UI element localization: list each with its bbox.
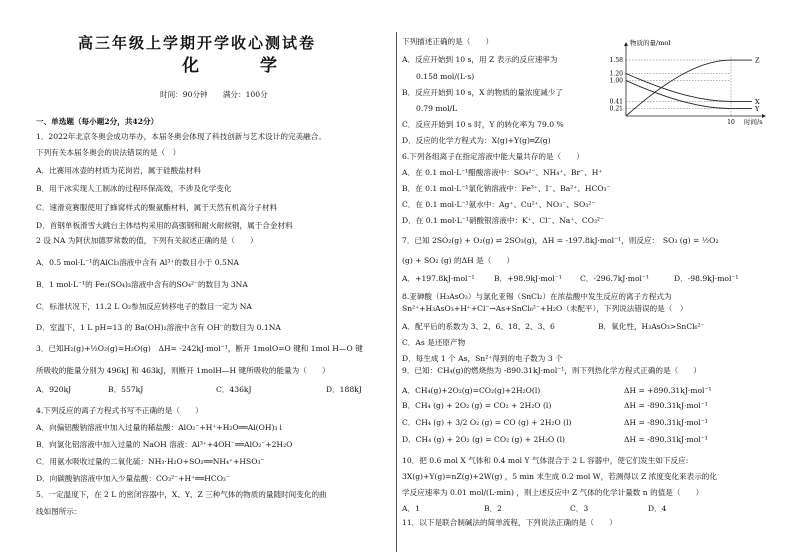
q3-option-a: A．920kJ	[36, 385, 72, 394]
q4-option-a: A．向偏铝酸钠溶液中加入过量的稀盐酸：AlO₂⁻+H⁺+H₂O══Al(OH)₃↓	[36, 423, 284, 432]
q4-option-d: D．向碳酸钠溶液中加入少量盐酸：CO₃²⁻+H⁺══HCO₃⁻	[36, 474, 230, 483]
q7-stem-line2: (g) + SO₂ (g) 的ΔH 是（ ）	[402, 256, 515, 265]
chart-x-ticks	[727, 119, 735, 126]
q6-stem: 6.下列各组离子在指定溶液中能大量共存的是（ ）	[402, 152, 584, 161]
q5-option-d: D．反应的化学方程式为：X(g)+Y(g)═Z(g)	[402, 136, 551, 145]
q1-option-a: A．比赛用冰壶的材质为花岗岩，属于硅酸盐材料	[36, 166, 201, 175]
q1-option-b: B．用干冰实现人工制冰的过程环保高效，不涉及化学变化	[36, 184, 232, 193]
q10-option-a: A．1	[402, 504, 420, 513]
chart-series-label: Z	[755, 56, 760, 65]
chart-series-x-line	[626, 73, 752, 101]
chart-ylabel: 物质的量/mol	[630, 39, 671, 47]
q9-option-d: D．CH₄ (g) + 2O₂ (g) = CO₂ (g) + 2H₂O (l)	[402, 435, 566, 444]
q4-stem: 4.下列反应的离子方程式书写不正确的是（ ）	[36, 406, 203, 415]
q2-option-c: C．标准状况下，11.2 L O₂参加反应转移电子的数目一定为 NA	[36, 302, 252, 311]
q2-stem: 2 设 NA 为阿伏加德罗常数的值，下列有关叙述正确的是（ ）	[36, 236, 258, 245]
q8-stem-line1: 8.亚砷酸（H₃AsO₃）与氯化亚锡（SnCl₂）在浓盐酸中发生反应的离子方程式为	[402, 292, 672, 301]
q7-option-c: C．-296.7kJ·mol⁻¹	[580, 274, 650, 283]
column-divider	[396, 32, 397, 552]
q9-stem: 9．已知：CH₄(g)的燃烧热为 -890.31kJ·mol⁻¹，则下列热化学方程式正确的是（ ）	[402, 366, 701, 375]
q1-stem-line1: 1．2022年北京冬奥会成功举办，本届冬奥会体现了科技创新与艺术设计的完美融合。	[36, 132, 326, 141]
q5-stem-line1: 5．一定温度下，在 2 L 的密闭容器中，X、Y、Z 三种气体的物质的量随时间变化的曲	[36, 490, 327, 499]
q9-option-d-dh: ΔH = -890.31kJ·mol⁻¹	[624, 435, 708, 444]
q8-stem-line2: Sn²⁺+H₃AsO₃+H⁺+Cl⁻→As+SnCl₆²⁻+H₂O（未配平），下列说法错误的是（ ）	[402, 304, 688, 313]
q8-option-c: C．As 是还原产物	[402, 338, 466, 347]
chart-y-tick-label: 1.20	[609, 70, 623, 78]
chart-guides	[626, 57, 731, 116]
subject-title: 化 学	[182, 56, 299, 76]
q10-option-b: B．2	[484, 504, 503, 513]
chart-y-tick-label: 1.58	[609, 57, 623, 65]
q7-option-d: D．-98.9kJ·mol⁻¹	[674, 274, 739, 283]
q11-stem: 11．以下是联合制碱法的简单流程，下列说法正确的是（ ）	[402, 518, 617, 527]
q3-stem-line2: 所吸收的能量分别为 496kJ 和 463kJ，则断开 1molH—H 键所吸收的能量为（ ）	[36, 366, 330, 375]
q7-option-b: B．+98.9kJ·mol⁻¹	[494, 274, 562, 283]
q3-option-b: B．557kJ	[108, 385, 144, 394]
chart-series-y-line	[626, 81, 752, 109]
exam-title: 高三年级上学期开学收心测试卷	[78, 34, 317, 52]
q1-option-d: D．首钢单板滑雪大跳台主体结构采用的高强钢和耐火耐候钢，属于合金材料	[36, 221, 293, 230]
q9-option-b: B．CH₄ (g) + 2O₂ (g) = CO₂ + 2H₂O (l)	[402, 401, 552, 410]
amount-vs-time-chart	[596, 36, 772, 128]
chart-xlabel: 时间/s	[744, 118, 763, 126]
q2-option-d: D．室温下，1 L pH=13 的 Ba(OH)₂溶液中含有 OH⁻的数目为 0.1NA	[36, 323, 281, 332]
q8-option-d: D．每生成 1 个 As，Sn²⁺得到的电子数为 3 个	[402, 354, 563, 363]
q8-option-b: B．氧化性，H₃AsO₃>SnCl₆²⁻	[598, 322, 705, 331]
chart-series-label: X	[755, 97, 760, 106]
q10-stem-line2: 3X(g)+Y(g)=nZ(g)+2W(g) ，5 min 末生成 0.2 mol W，若测得以 Z 浓度变化来表示的化	[402, 472, 717, 481]
chart-y-tick-label: 1.00	[609, 77, 623, 85]
q1-stem-line2: 下列有关本届冬奥会的说法错误的是（ ）	[36, 148, 181, 157]
q9-option-a-dh: ΔH = +890.31kJ·mol⁻¹	[624, 386, 712, 395]
q3-stem-line1: 3．已知H₂(g)+½O₂(g)=H₂O(g) ΔH= -242kJ·mol⁻¹，断开 1molO=O 键和 1mol H—O 键	[36, 344, 363, 353]
q3-option-d: D．188kJ	[326, 385, 362, 394]
q5-stem-line2: 线如图所示：	[36, 507, 82, 516]
q4-option-b: B．向氯化铝溶液中加入过量的 NaOH 溶液：Al³⁺+4OH⁻══AlO₂⁻+2H₂O	[36, 440, 293, 449]
q5-option-a-line1: A．反应开始到 10 s，用 Z 表示的反应速率为	[402, 55, 558, 64]
q6-option-c: C．在 0.1 mol·L⁻¹氨水中：Ag⁺、Cu²⁺、NO₃⁻、SO₃²⁻	[402, 200, 596, 209]
section-heading: 一、单选题（每小题2分，共42分）	[36, 117, 159, 126]
chart-y-ticks	[610, 57, 624, 113]
q5-option-b-line1: B．反应开始到 10 s，X 的物质的量浓度减少了	[402, 88, 563, 97]
q5-cont-stem: 下列描述正确的是（ ）	[402, 37, 494, 46]
q9-option-c: C．CH₄ (g) + 3/2 O₂ (g) = CO (g) + 2H₂O (l)	[402, 418, 572, 427]
chart-y-tick-label: 0.21	[609, 105, 623, 113]
q5-option-c: C．反应开始到 10 s 时，Y 的转化率为 79.0 %	[402, 120, 564, 129]
q7-option-a: A．+197.8kJ·mol⁻¹	[402, 274, 475, 283]
q10-option-c: C．3	[570, 504, 589, 513]
chart-x-tick-label: 10	[727, 119, 735, 126]
q7-stem-line1: 7．已知 2SO₂(g) + O₂(g) ⇌ 2SO₃(g)，ΔH = -197.8kJ·mol⁻¹，则反应： SO₃ (g) = ½O₂	[402, 236, 719, 245]
chart-y-tick-label: 0.41	[609, 98, 623, 106]
q5-option-b-line2: 0.79 mol/L	[416, 104, 458, 113]
chart-series-label: Y	[755, 105, 760, 114]
chart-axes	[624, 42, 766, 118]
q4-option-c: C．用氨水吸收过量的二氧化硫：NH₃·H₂O+SO₂══NH₄⁺+HSO₃⁻	[36, 457, 265, 466]
q9-option-c-dh: ΔH = -890.31kJ·mol⁻¹	[624, 418, 708, 427]
q3-option-c: C．436kJ	[216, 385, 252, 394]
q10-stem-line3: 学反应速率为 0.01 mol/(L·min) ，则上述反应中 Z 气体的化学计量数 n 的值是（ ）	[402, 488, 704, 497]
exam-meta: 时间：90分钟 满分：100分	[160, 90, 268, 99]
q9-option-b-dh: ΔH = -890.31kJ·mol⁻¹	[624, 401, 708, 410]
q6-option-b: B．在 0.1 mol·L⁻¹氯化钠溶液中：Fe³⁺、I⁻、Ba²⁺、HCO₃⁻	[402, 184, 611, 193]
q2-option-a: A．0.5 mol·L⁻¹的AlCl₃溶液中含有 Al³⁺的数目小于 0.5NA	[36, 258, 240, 267]
q6-option-d: D．在 0.1 mol·L⁻¹硝酸银溶液中：K⁺、Cl⁻、Na⁺、CO₃²⁻	[402, 216, 605, 225]
q10-option-d: D．4	[648, 504, 667, 513]
q1-option-c: C．速滑竞赛服使用了蜂窝样式的聚氨酯材料，属于天然有机高分子材料	[36, 203, 278, 212]
q2-option-b: B．1 mol·L⁻¹的 Fe₂(SO₄)₃溶液中含有的SO₄²⁻的数目为 3NA	[36, 280, 248, 289]
q5-option-a-line2: 0.158 mol/(L·s)	[416, 72, 475, 81]
q10-stem-line1: 10．把 0.6 mol X 气体和 0.4 mol Y 气体混合于 2 L 容器中，使它们发生如下反应:	[402, 456, 689, 465]
q9-option-a: A．CH₄(g)+2O₂(g)=CO₂(g)+2H₂O(l)	[402, 386, 541, 395]
chart-series	[626, 57, 760, 116]
q6-option-a: A．在 0.1 mol·L⁻¹醋酸溶液中：SO₄²⁻、NH₄⁺、Br⁻、H⁺	[402, 168, 603, 177]
q8-option-a: A．配平后的系数为 3、2、6、18、2、3、6	[402, 322, 555, 331]
chart-series-z-line	[626, 60, 752, 116]
